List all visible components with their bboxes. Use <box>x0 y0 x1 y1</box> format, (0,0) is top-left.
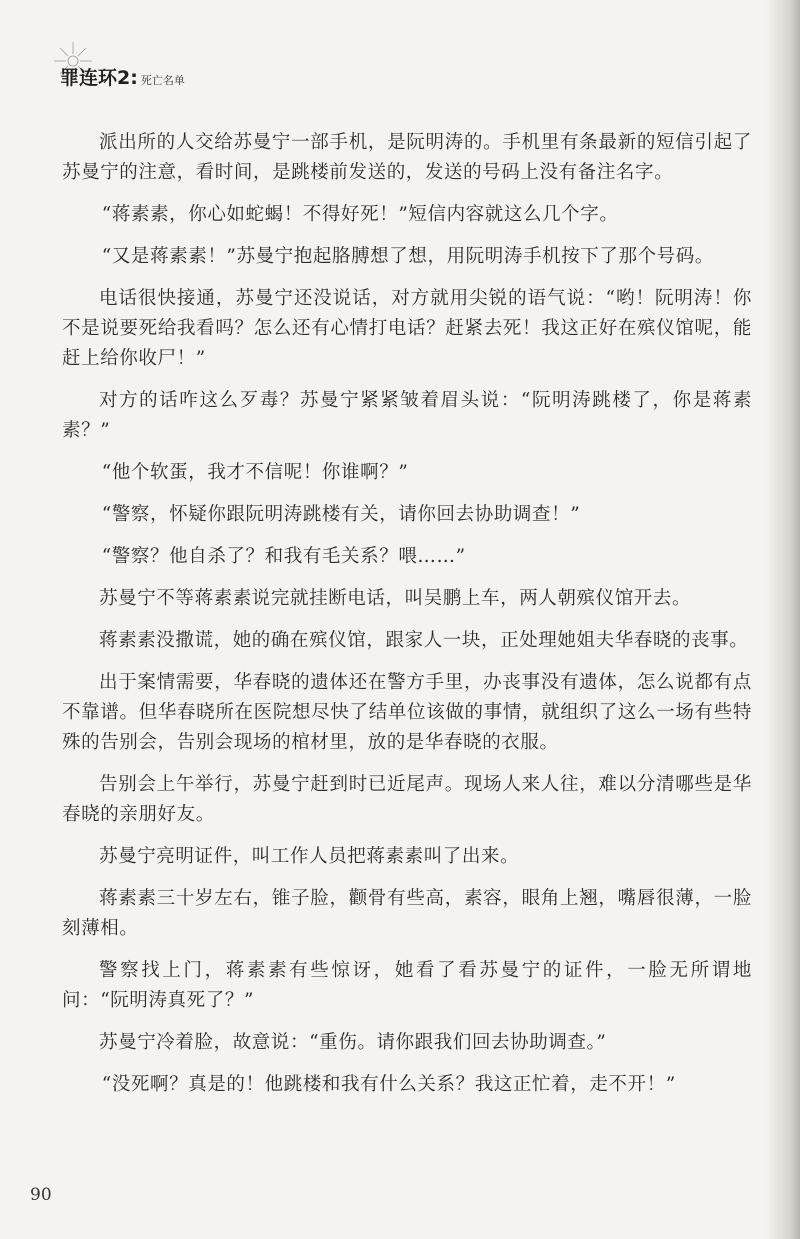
paragraph: 对方的话咋这么歹毒？苏曼宁紧紧皱着眉头说：“阮明涛跳楼了，你是蒋素素？” <box>62 390 752 441</box>
book-subtitle: 死亡名单 <box>140 74 185 87</box>
paragraph: “没死啊？真是的！他跳楼和我有什么关系？我这正忙着，走不开！” <box>101 1074 676 1095</box>
paragraph: 派出所的人交给苏曼宁一部手机，是阮明涛的。手机里有条最新的短信引起了苏曼宁的注意，看时间，是跳楼前发送的，发送的号码上没有备注名字。 <box>62 132 752 183</box>
paragraph: 苏曼宁亮明证件，叫工作人员把蒋素素叫了出来。 <box>99 846 520 867</box>
paragraph: 告别会上午举行，苏曼宁赶到时已近尾声。现场人来人往，难以分清哪些是华春晓的亲朋好友。 <box>62 774 752 825</box>
page-edge-shadow <box>766 0 800 1239</box>
chapter-body <box>62 128 752 1112</box>
paragraph: 出于案情需要，华春晓的遗体还在警方手里，办丧事没有遗体，怎么说都有点不靠谱。但华春晓所在医院想尽快了结单位该做的事情，就组织了这么一场有些特殊的告别会，告别会现场的棺材里，放的是华春晓的衣服。 <box>62 672 752 753</box>
paragraph: 苏曼宁不等蒋素素说完就挂断电话，叫吴鹏上车，两人朝殡仪馆开去。 <box>99 588 692 609</box>
paragraph: 苏曼宁冷着脸，故意说：“重伤。请你跟我们回去协助调查。” <box>99 1032 607 1053</box>
paragraph: 蒋素素没撒谎，她的确在殡仪馆，跟家人一块，正处理她姐夫华春晓的丧事。 <box>99 630 749 651</box>
series-title: 罪连环2: <box>60 67 138 89</box>
paragraph: “蒋素素，你心如蛇蝎！不得好死！”短信内容就这么几个字。 <box>101 204 619 225</box>
paragraph: 警察找上门，蒋素素有些惊讶，她看了看苏曼宁的证件，一脸无所谓地问：“阮明涛真死了？” <box>62 960 752 1011</box>
paragraph: “又是蒋素素！”苏曼宁抱起胳膊想了想，用阮明涛手机按下了那个号码。 <box>101 246 714 267</box>
paragraph: 电话很快接通，苏曼宁还没说话，对方就用尖锐的语气说：“哟！阮明涛！你不是说要死给我看吗？怎么还有心情打电话？赶紧去死！我这正好在殡仪馆呢，能赶上给你收尸！” <box>62 288 752 369</box>
page-number: 90 <box>30 1185 52 1205</box>
paragraph: “他个软蛋，我才不信呢！你谁啊？” <box>101 462 409 483</box>
paragraph: “警察？他自杀了？和我有毛关系？喂……” <box>101 546 466 567</box>
paragraph: 蒋素素三十岁左右，锥子脸，颧骨有些高，素容，眼角上翘，嘴唇很薄，一脸刻薄相。 <box>62 888 752 939</box>
paragraph: “警察，怀疑你跟阮明涛跳楼有关，请你回去协助调查！” <box>101 504 581 525</box>
running-header <box>60 58 185 90</box>
